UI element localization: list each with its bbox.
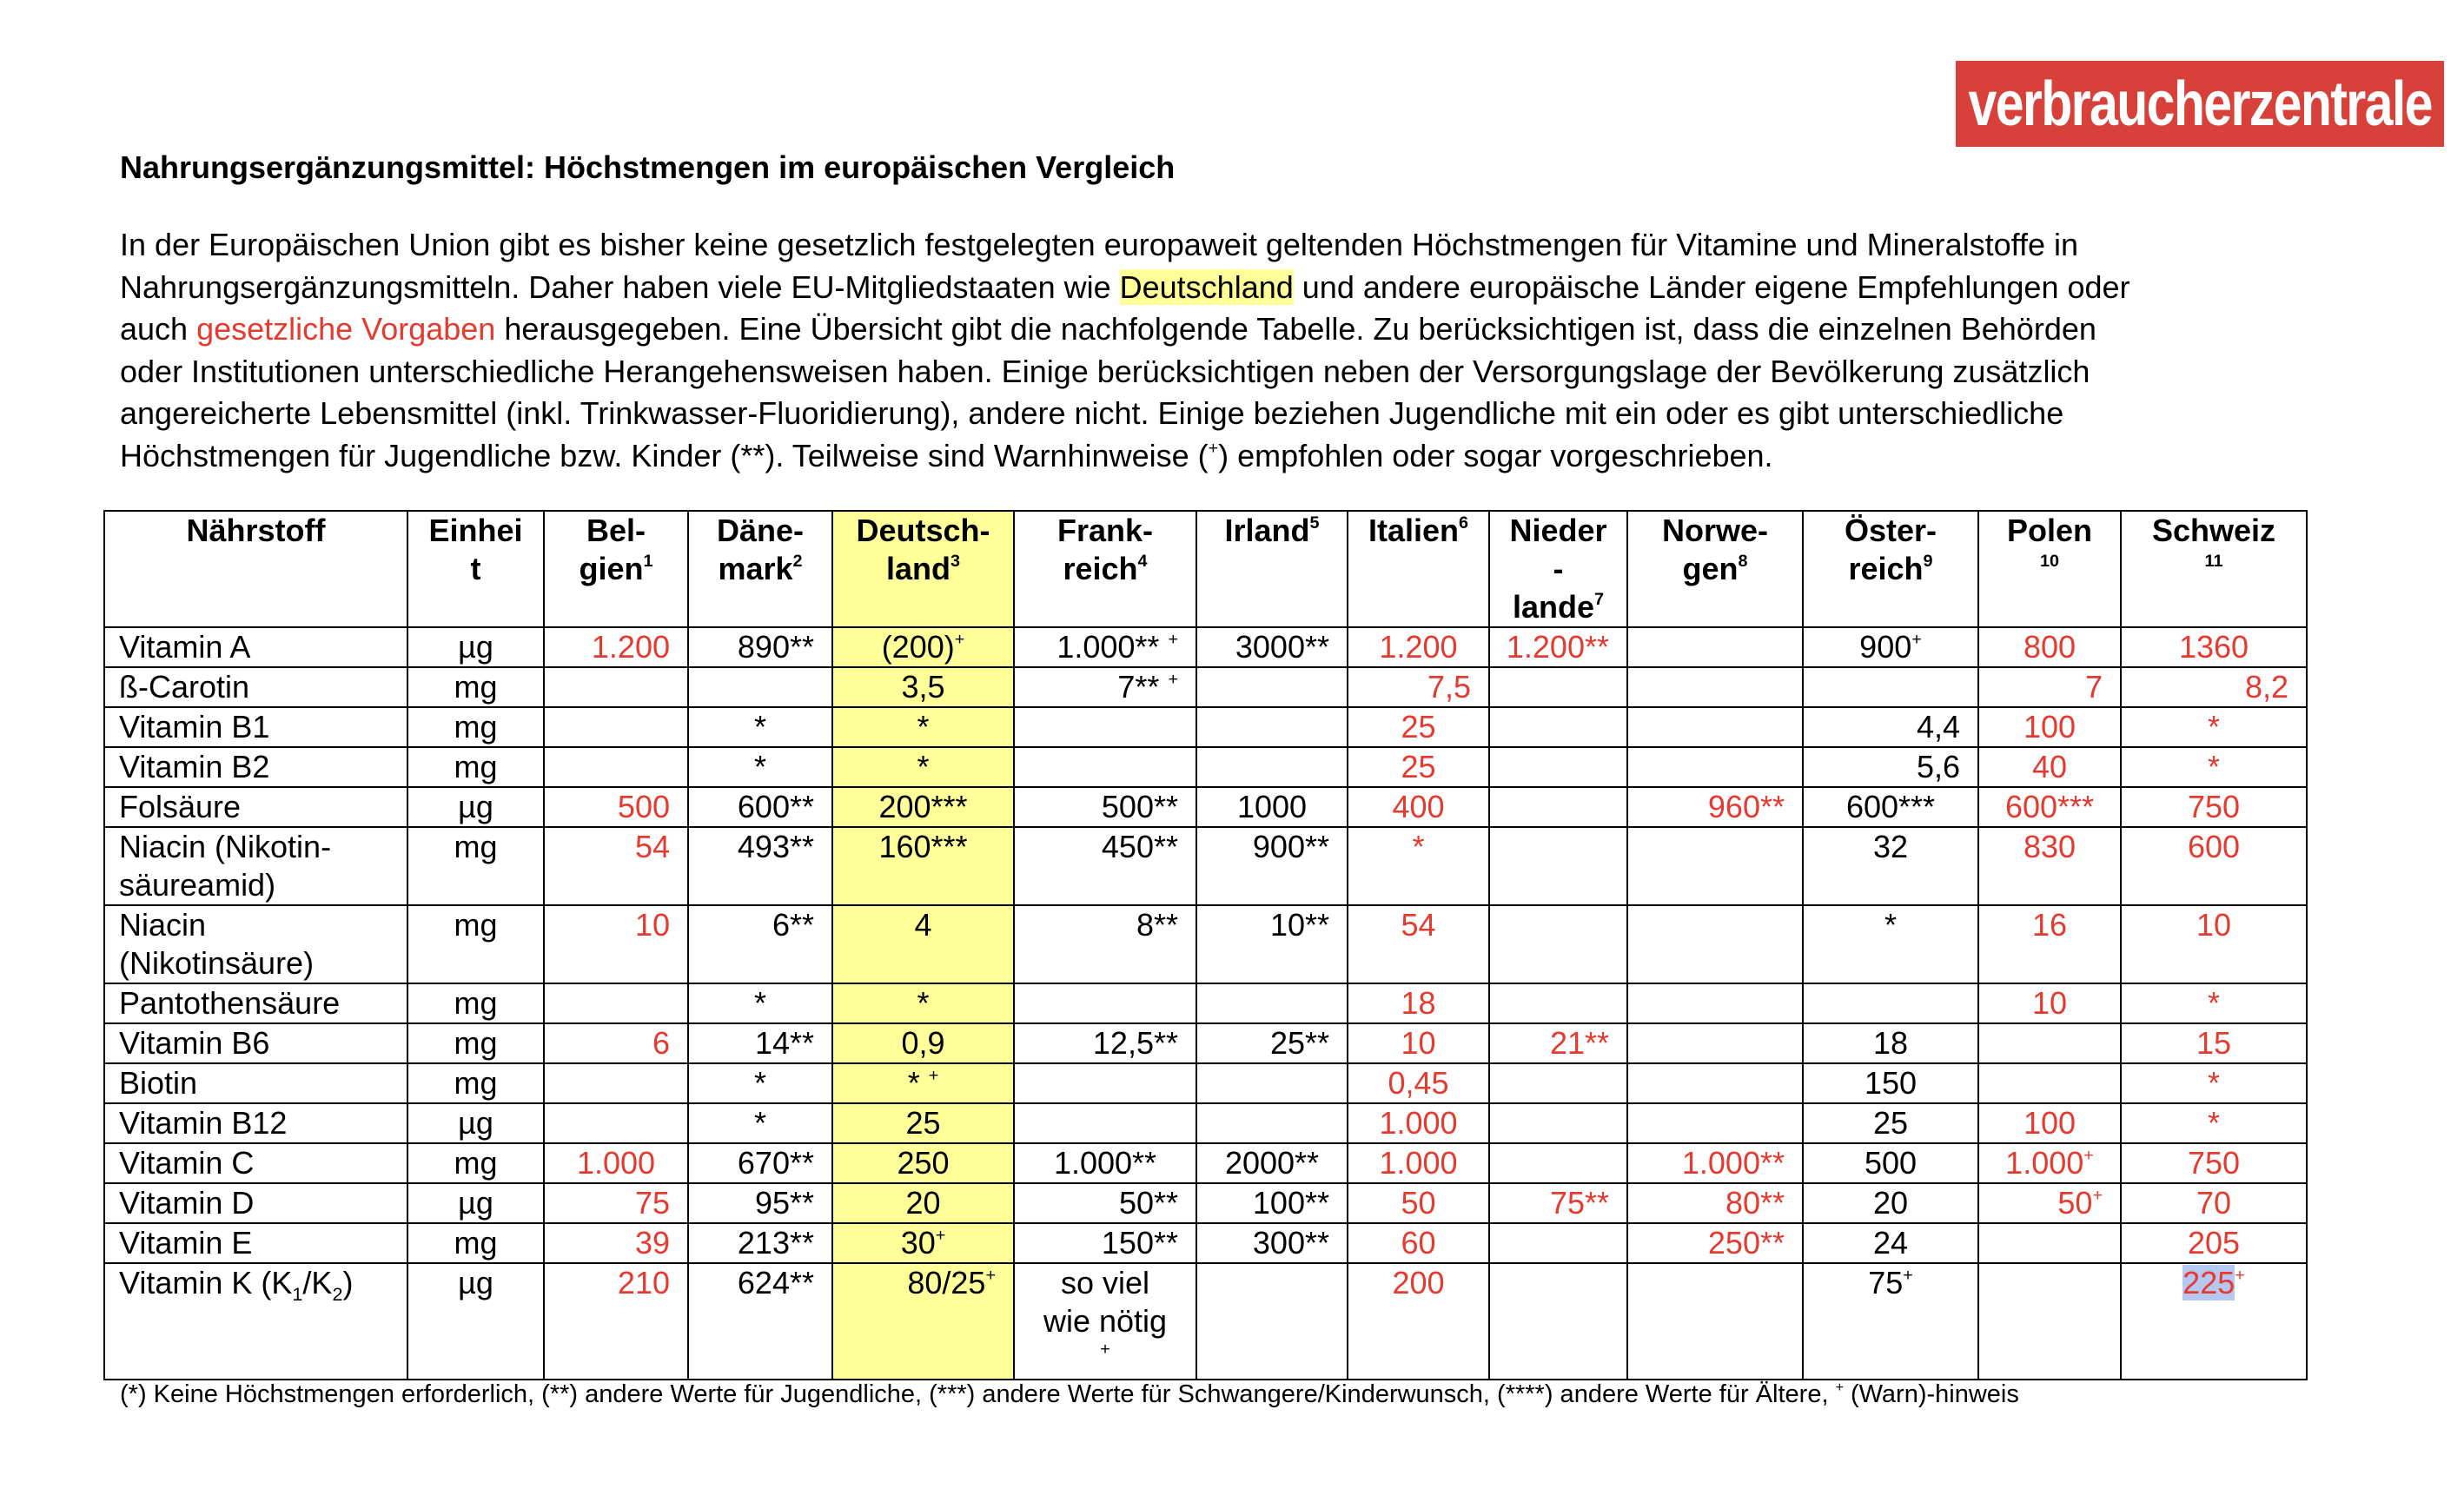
- header-naehrstoff: Nährstoff: [104, 511, 407, 627]
- intro-paragraph: [120, 224, 2396, 477]
- highlight-gesetzliche-vorgaben: gesetzliche Vorgaben: [196, 311, 496, 347]
- table-row: Vitamin E mg 39 213** 30+ 150** 300** 60 250** 24 205: [104, 1223, 2307, 1263]
- header-niederlande: Nieder - lande$^7$: [1489, 511, 1627, 627]
- header-einheit: Einhei t: [407, 511, 544, 627]
- intro-line: auch gesetzliche Vorgaben herausgegeben. Eine Übersicht gibt die nachfolgende Tabelle. Zu berücksichtigen ist, dass die einzelnen Behörden: [120, 311, 2096, 347]
- page-title: Nahrungsergänzungsmittel: Höchstmengen im europäischen Vergleich: [120, 149, 1176, 185]
- intro-line: Nahrungsergänzungsmitteln. Daher haben viele EU-Mitgliedstaaten wie Deutschland und andere europäische Länder eigene Empfehlungen oder: [120, 268, 2130, 305]
- header-italien: Italien$^6$: [1348, 511, 1489, 627]
- comparison-table: [103, 510, 2308, 1380]
- header-deutschland: Deutsch- land$^3$: [832, 511, 1014, 627]
- table-row: Folsäure µg 500 600** 200*** 500** 1000 400 960** 600*** 600*** 750: [104, 787, 2307, 827]
- header-belgien: Bel- gien$^1$: [544, 511, 688, 627]
- table-row: ß-Carotin mg 3,5 7** + 7,5 7 8,2: [104, 667, 2307, 707]
- header-oesterreich: Öster- reich$^9$: [1803, 511, 1978, 627]
- intro-line: Höchstmengen für Jugendliche bzw. Kinder (**). Teilweise sind Warnhinweise (+) empfohlen oder sogar vorgeschrieben.: [120, 437, 1773, 473]
- table-header-row: [104, 511, 2307, 627]
- table-row: Vitamin B12 µg * 25 1.000 25 100 *: [104, 1103, 2307, 1143]
- table-row: Niacin (Nikotin- säureamid) mg 54 493** 160*** 450** 900** * 32 830 600: [104, 827, 2307, 905]
- table-row: Vitamin K $(K_1/K_2)$ µg 210 624** 80/25+ so viel wie nötig + 200 75+ 225+: [104, 1263, 2307, 1380]
- highlight-deutschland: Deutschland: [1119, 268, 1294, 305]
- table-footnote: (*) Keine Höchstmengen erforderlich, (**) andere Werte für Jugendliche, (***) andere Werte für Schwangere/Kinderwunsch, (****) andere Werte für Ältere, + (Warn)-hinweis: [120, 1380, 2019, 1408]
- table-row: Vitamin D µg 75 95** 20 50** 100** 50 75** 80** 20 50+ 70: [104, 1183, 2307, 1223]
- intro-line: In der Europäischen Union gibt es bisher keine gesetzlich festgelegten europaweit geltenden Höchstmengen für Vitamine und Mineralstoffe in: [120, 227, 2079, 262]
- table-row: Vitamin B6 mg 6 14** 0,9 12,5** 25** 10 21** 18 15: [104, 1023, 2307, 1063]
- table-row: Pantothensäure mg * * 18 10 *: [104, 983, 2307, 1023]
- table-row: Biotin mg * * + 0,45 150 *: [104, 1063, 2307, 1103]
- table-row: Niacin (Nikotinsäure) mg 10 6** 4 8** 10** 54 * 16 10: [104, 905, 2307, 983]
- table-row: Vitamin B1 mg * * 25 4,4 100 *: [104, 707, 2307, 747]
- header-frankreich: Frank- reich$^4$: [1014, 511, 1196, 627]
- header-schweiz: Schweiz $^{11}$: [2121, 511, 2307, 627]
- table-row: Vitamin A µg 1.200 890** (200)+ 1.000** + 3000** 1.200 1.200** 900+ 800 1360: [104, 627, 2307, 667]
- table-row: Vitamin C mg 1.000 670** 250 1.000** 2000** 1.000 1.000** 500 1.000+ 750: [104, 1143, 2307, 1183]
- header-polen: Polen $^{10}$: [1978, 511, 2121, 627]
- intro-line: angereicherte Lebensmittel (inkl. Trinkwasser-Fluoridierung), andere nicht. Einige beziehen Jugendliche mit ein oder es gibt unterschiedliche: [120, 395, 2064, 431]
- intro-line: oder Institutionen unterschiedliche Herangehensweisen haben. Einige berücksichtigen neben der Versorgungslage der Bevölkerung zusätzlich: [120, 353, 2090, 389]
- verbraucherzentrale-logo: verbraucherzentrale: [1956, 61, 2444, 147]
- header-daenemark: Däne- mark$^2$: [688, 511, 832, 627]
- header-norwegen: Norwe- gen$^8$: [1627, 511, 1803, 627]
- header-irland: Irland$^5$: [1196, 511, 1348, 627]
- table-row: Vitamin B2 mg * * 25 5,6 40 *: [104, 747, 2307, 787]
